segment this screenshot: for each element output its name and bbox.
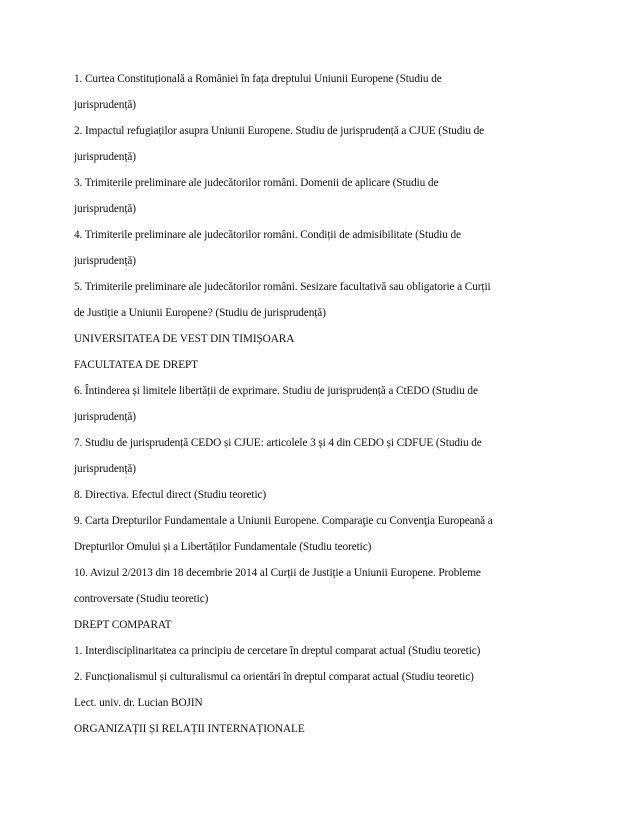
item-2-line-2: jurisprudență) — [74, 151, 136, 163]
item-3-line-2: jurisprudență) — [74, 203, 136, 215]
item-1-line-2: jurisprudență) — [74, 99, 136, 111]
section-heading-drept-comparat: DREPT COMPARAT — [74, 619, 172, 631]
item-1-line-1: 1. Curtea Constituțională a României în fața dreptului Uniunii Europene (Studiu de — [74, 73, 442, 85]
item-9-line-1: 9. Carta Drepturilor Fundamentale a Uniunii Europene. Comparaţie cu Convenţia Europeană a — [74, 515, 493, 527]
item-6-line-2: jurisprudență) — [74, 411, 136, 423]
item-2-line-1: 2. Impactul refugiaților asupra Uniunii Europene. Studiu de jurisprudență a CJUE (Studiu de — [74, 125, 485, 137]
item-8-line-1: 8. Directiva. Efectul direct (Studiu teoretic) — [74, 489, 267, 501]
item-4-line-2: jurisprudență) — [74, 255, 136, 267]
university-heading: UNIVERSITATEA DE VEST DIN TIMIȘOARA — [74, 333, 295, 345]
item-3-line-1: 3. Trimiterile preliminare ale judecătorilor români. Domenii de aplicare (Studiu de — [74, 177, 439, 189]
item-5-line-2: de Justiție a Uniunii Europene? (Studiu de jurisprudență) — [74, 307, 326, 319]
section-heading-organizatii: ORGANIZAȚII ȘI RELAȚII INTERNAȚIONALE — [74, 723, 305, 735]
comparat-item-1: 1. Interdisciplinaritatea ca principiu de cercetare în dreptul comparat actual (Studiu teoretic) — [74, 645, 481, 657]
faculty-heading: FACULTATEA DE DREPT — [74, 359, 198, 371]
item-5-line-1: 5. Trimiterile preliminare ale judecătorilor români. Sesizare facultativă sau obligatorie a Curții — [74, 281, 491, 293]
item-4-line-1: 4. Trimiterile preliminare ale judecătorilor români. Condiții de admisibilitate (Studiu de — [74, 229, 461, 241]
item-7-line-1: 7. Studiu de jurisprudență CEDO și CJUE: articolele 3 și 4 din CEDO și CDFUE (Studiu de — [74, 437, 482, 449]
document-page — [74, 66, 574, 742]
comparat-item-2: 2. Funcționalismul și culturalismul ca orientări în dreptul comparat actual (Studiu teoretic) — [74, 671, 474, 683]
item-10-line-1: 10. Avizul 2/2013 din 18 decembrie 2014 al Curții de Justiție a Uniunii Europene. Probleme — [74, 567, 481, 579]
item-10-line-2: controversate (Studiu teoretic) — [74, 593, 209, 605]
item-9-line-2: Drepturilor Omului și a Libertăților Fundamentale (Studiu teoretic) — [74, 541, 372, 553]
item-6-line-1: 6. Întinderea și limitele libertății de exprimare. Studiu de jurisprudență a CtEDO (Studiu de — [74, 385, 478, 397]
lecturer-name: Lect. univ. dr. Lucian BOJIN — [74, 697, 203, 709]
item-7-line-2: jurisprudență) — [74, 463, 136, 475]
